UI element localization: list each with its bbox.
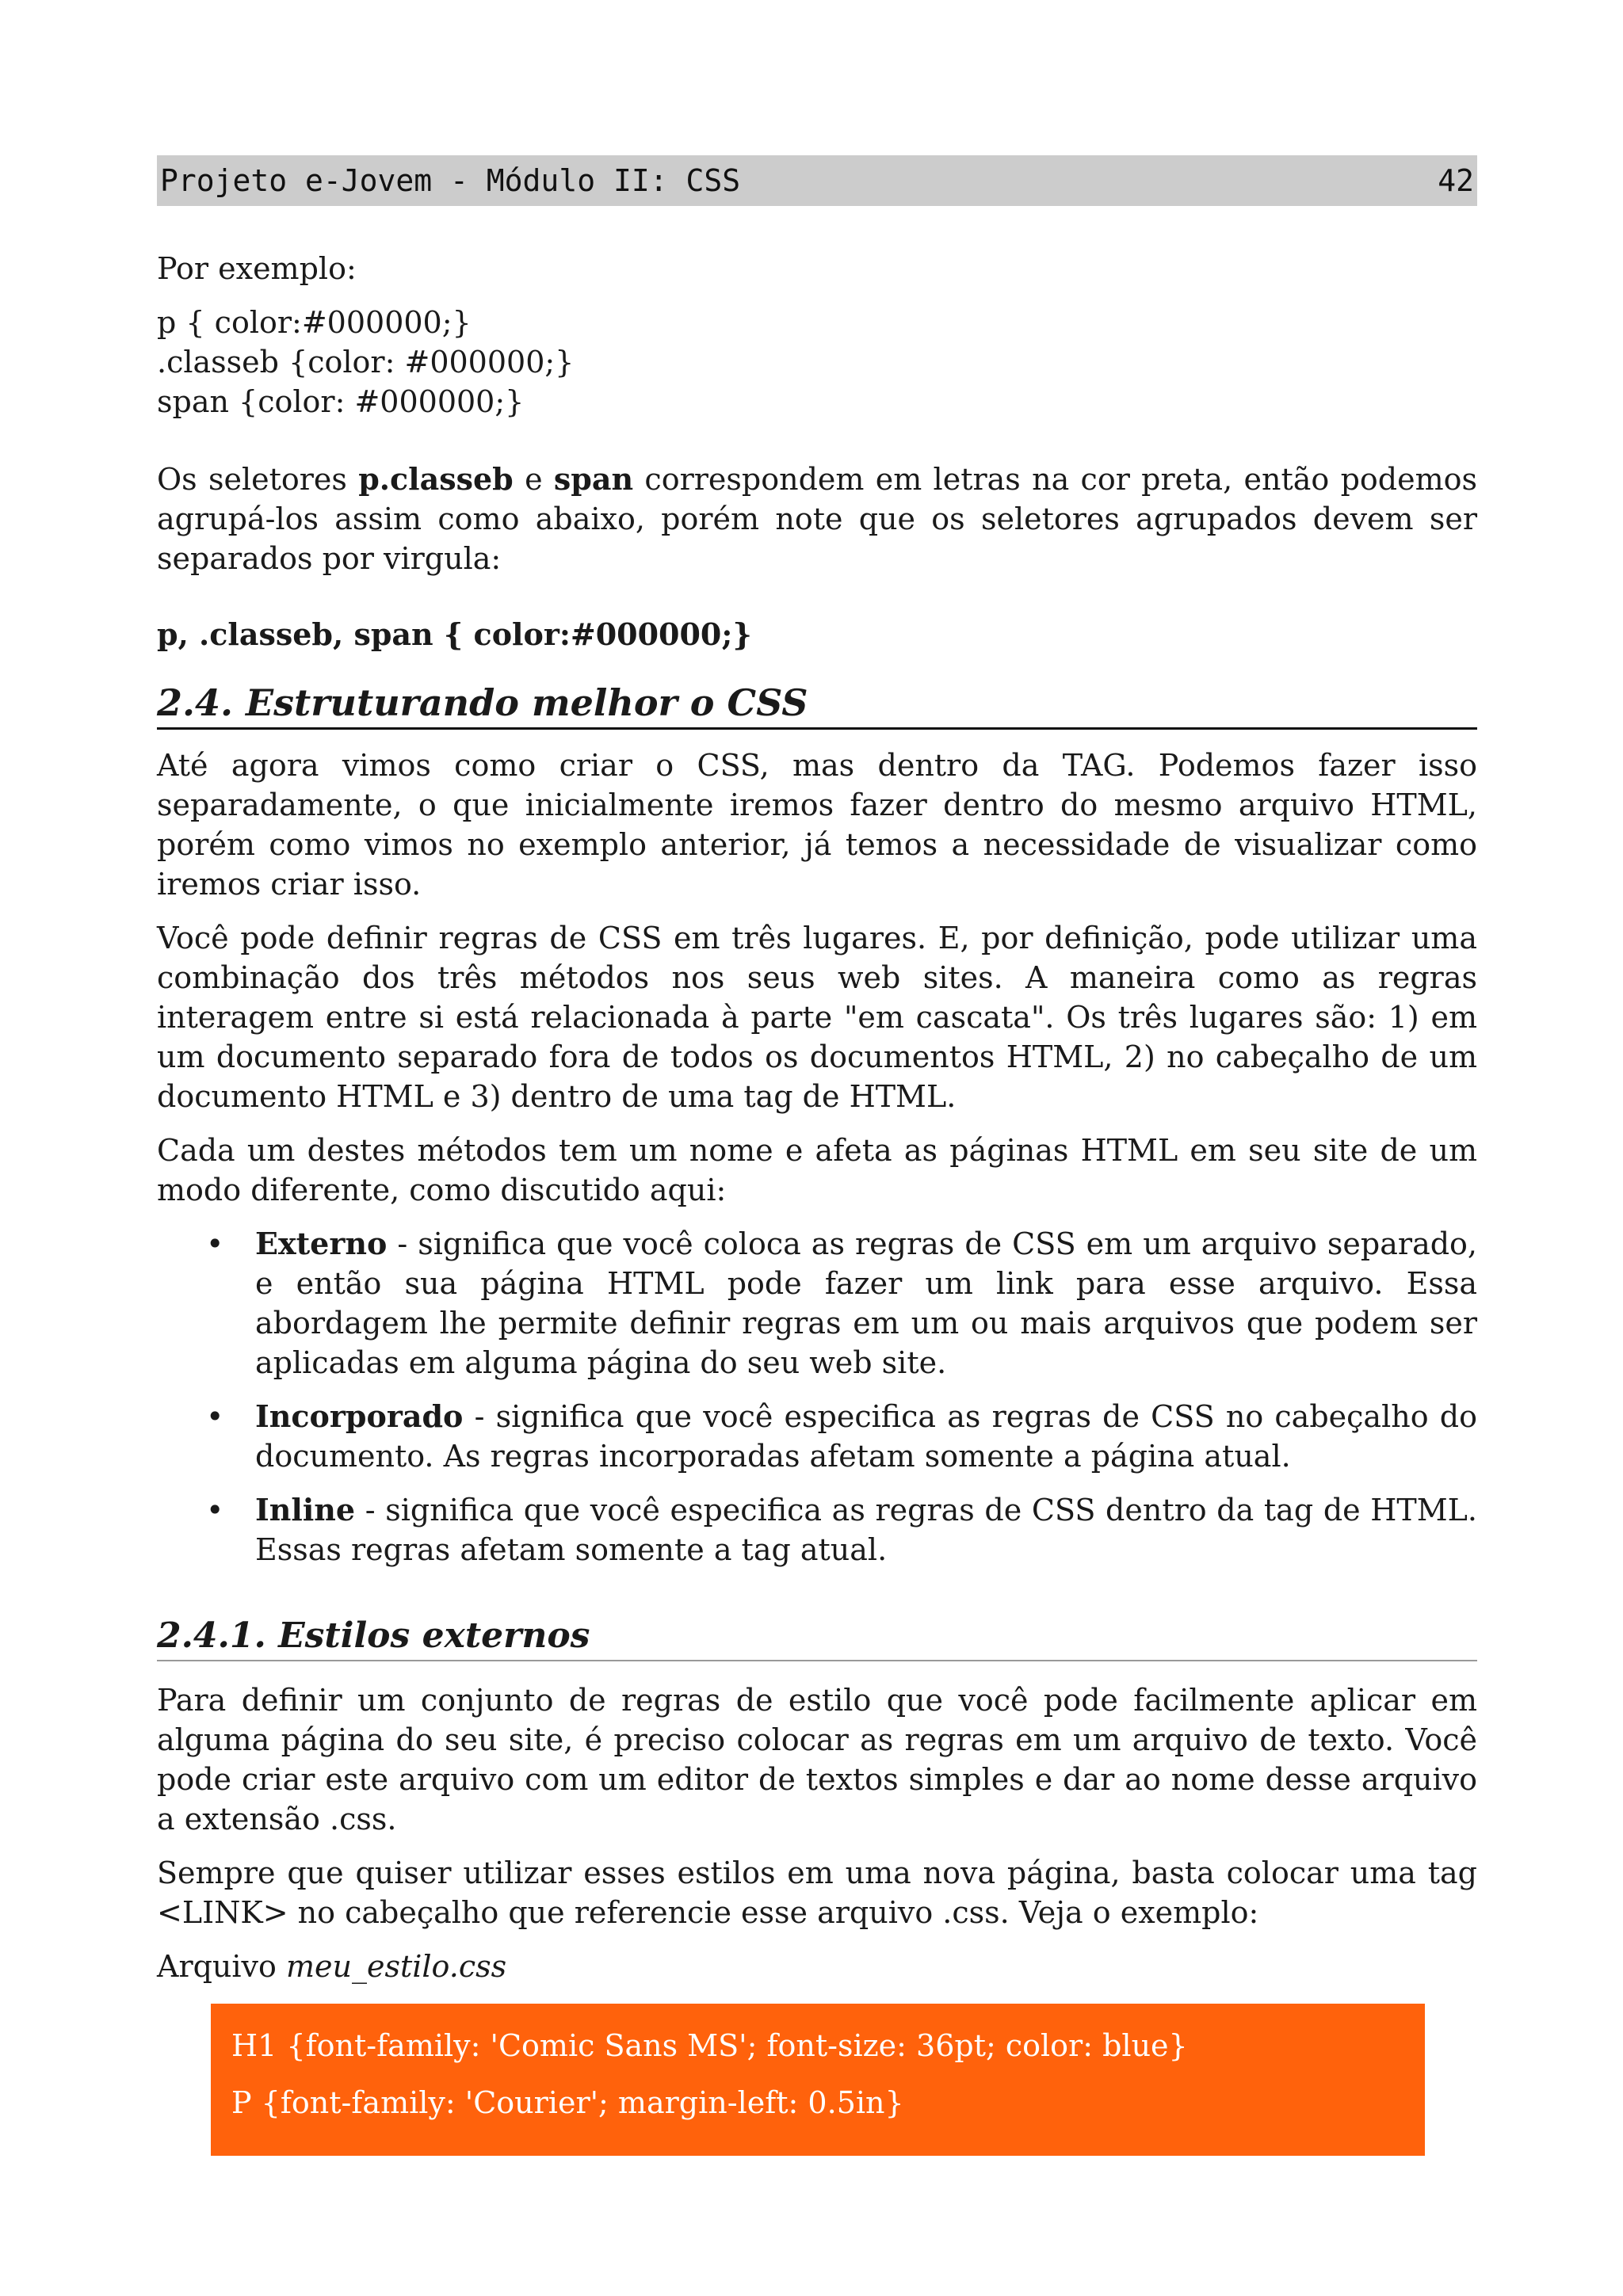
bullet-icon: • [206, 1226, 224, 1261]
grouped-rule: p, .classeb, span { color:#000000;} [157, 616, 752, 652]
code-line: p { color:#000000;} [157, 305, 472, 340]
file-label: Arquivo meu_estilo.css [157, 1949, 507, 1984]
section-heading: 2.4. Estruturando melhor o CSS [157, 680, 1477, 730]
file-name: meu_estilo.css [285, 1949, 507, 1984]
methods-list [157, 1224, 1477, 1569]
list-term: Externo [255, 1226, 388, 1261]
intro-label: Por exemplo: [157, 251, 357, 286]
code-line: span {color: #000000;} [157, 384, 525, 419]
code-line: H1 {font-family: 'Comic Sans MS'; font-size: 36pt; color: blue} [231, 2028, 1188, 2063]
code-example [157, 303, 1477, 421]
list-item: • Inline - significa que você especifica as regras de CSS dentro da tag de HTML. Essas regras afetam somente a tag atual. [206, 1492, 1477, 1567]
list-term: Incorporado [255, 1398, 464, 1434]
page-content [157, 155, 1477, 2156]
grouping-paragraph: Os seletores p.classeb e span correspondem em letras na cor preta, então podemos agrupá-los assim como abaixo, porém note que os seletores agrupados devem ser separados por virgula: [157, 461, 1477, 576]
bullet-icon: • [206, 1493, 224, 1527]
header-title: Projeto e-Jovem - Módulo II: CSS [160, 163, 741, 198]
list-term: Inline [255, 1492, 356, 1527]
selector-name: p.classeb [358, 461, 514, 497]
section-paragraph: Até agora vimos como criar o CSS, mas dentro da TAG. Podemos fazer isso separadamente, o que inicialmente iremos fazer dentro do mesmo arquivo HTML, porém como vimos no exemplo anterior, já temos a necessidade de visualizar como iremos criar isso. [157, 748, 1477, 902]
selector-name: span [553, 461, 634, 497]
bullet-icon: • [206, 1399, 224, 1434]
list-item: • Externo - significa que você coloca as regras de CSS em um arquivo separado, e então sua página HTML pode fazer um link para esse arquivo. Essa abordagem lhe permite definir regras em um ou mais arquivos que podem ser aplicadas em alguma página do seu web site. [206, 1226, 1477, 1380]
running-header [157, 155, 1477, 206]
subsection-paragraph: Sempre que quiser utilizar esses estilos em uma nova página, basta colocar uma tag <LINK> no cabeçalho que referencie esse arquivo .css. Veja o exemplo: [157, 1855, 1477, 1930]
code-line: P {font-family: 'Courier'; margin-left: 0.5in} [231, 2085, 904, 2120]
list-item: • Incorporado - significa que você especifica as regras de CSS no cabeçalho do documento. As regras incorporadas afetam somente a página atual. [206, 1398, 1477, 1474]
subsection-heading: 2.4.1. Estilos externos [157, 1614, 1477, 1661]
code-line: .classeb {color: #000000;} [157, 345, 575, 379]
section-paragraph: Cada um destes métodos tem um nome e afeta as páginas HTML em seu site de um modo diferente, como discutido aqui: [157, 1133, 1477, 1207]
code-box [211, 2004, 1425, 2156]
section-paragraph: Você pode definir regras de CSS em três lugares. E, por definição, pode utilizar uma combinação dos três métodos nos seus web sites. A maneira como as regras interagem entre si está relacionada à parte "em cascata". Os três lugares são: 1) em um documento separado fora de todos os documentos HTML, 2) no cabeçalho de um documento HTML e 3) dentro de uma tag de HTML. [157, 921, 1477, 1114]
subsection-paragraph: Para definir um conjunto de regras de estilo que você pode facilmente aplicar em alguma página do seu site, é preciso colocar as regras em um arquivo de texto. Você pode criar este arquivo com um editor de textos simples e dar ao nome desse arquivo a extensão .css. [157, 1683, 1477, 1836]
page-number: 42 [1438, 163, 1474, 198]
